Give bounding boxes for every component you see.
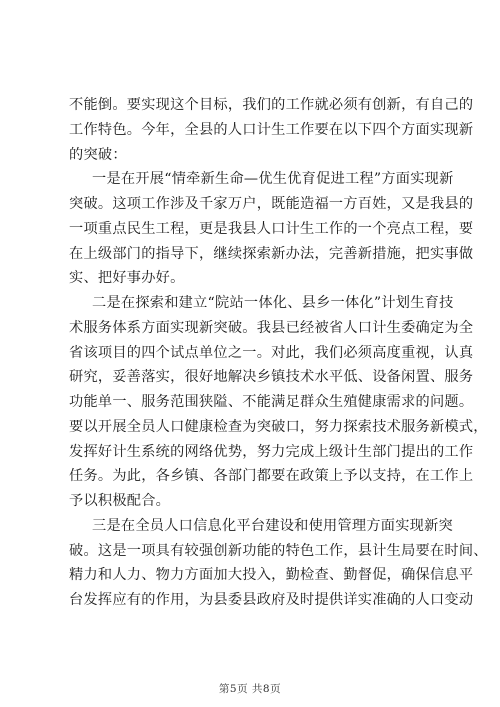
- text-line: 予以积极配合。: [69, 493, 171, 509]
- page-footer: 第5页 共8页: [218, 683, 282, 695]
- paragraph-intro: [69, 93, 474, 167]
- paragraph-point-1: [69, 167, 474, 291]
- text-line: 在上级部门的指导下，继续探索新办法，完善新措施，把实事做: [69, 245, 474, 262]
- text-line: 破。这是一项具有较强创新功能的特色工作，县计生局要在时间、: [69, 542, 488, 559]
- text-line: 省该项目的四个试点单位之一。对此，我们必须高度重视，认真: [69, 344, 474, 361]
- text-line: 发挥好计生系统的网络优势，努力完成上级计生部门提出的工作: [69, 443, 474, 460]
- text-line: 的突破：: [69, 146, 127, 163]
- text-line: 一是在开展“情牵新生命—优生优育促进工程”方面实现新: [92, 171, 454, 188]
- text-line: 二是在探索和建立“院站一体化、县乡一体化”计划生育技: [92, 295, 454, 311]
- text-line: 台发挥应有的作用，为县委县政府及时提供详实准确的人口变动: [69, 592, 474, 608]
- text-line: 三是在全员人口信息化平台建设和使用管理方面实现新突: [92, 517, 453, 534]
- paragraph-point-3: [69, 514, 488, 613]
- document-body: [69, 93, 488, 613]
- text-line: 要以开展全员人口健康检查为突破口，努力探索技术服务新模式，: [69, 418, 488, 435]
- text-line: 任务。为此，各乡镇、各部门都要在政策上予以支持，在工作上: [69, 468, 474, 485]
- text-line: 不能倒。要实现这个目标，我们的工作就必须有创新，有自己的: [69, 97, 474, 113]
- text-line: 实、把好事办好。: [69, 270, 185, 287]
- text-line: 精力和人力、物力方面加大投入，勤检查、勤督促，确保信息平: [69, 567, 474, 584]
- text-line: 研究，妥善落实，很好地解决乡镇技术水平低、设备闲置、服务: [69, 369, 474, 386]
- paragraph-point-2: [69, 291, 488, 514]
- text-line: 一项重点民生工程，更是我县人口计生工作的一个亮点工程，要: [69, 220, 474, 237]
- text-line: 术服务体系方面实现新突破。我县已经被省人口计生委确定为全: [69, 319, 474, 336]
- text-line: 突破。这项工作涉及千家万户，既能造福一方百姓，又是我县的: [69, 196, 474, 212]
- text-line: 功能单一、服务范围狭隘、不能满足群众生殖健康需求的问题。: [69, 394, 474, 410]
- text-line: 工作特色。今年，全县的人口计生工作要在以下四个方面实现新: [69, 121, 474, 138]
